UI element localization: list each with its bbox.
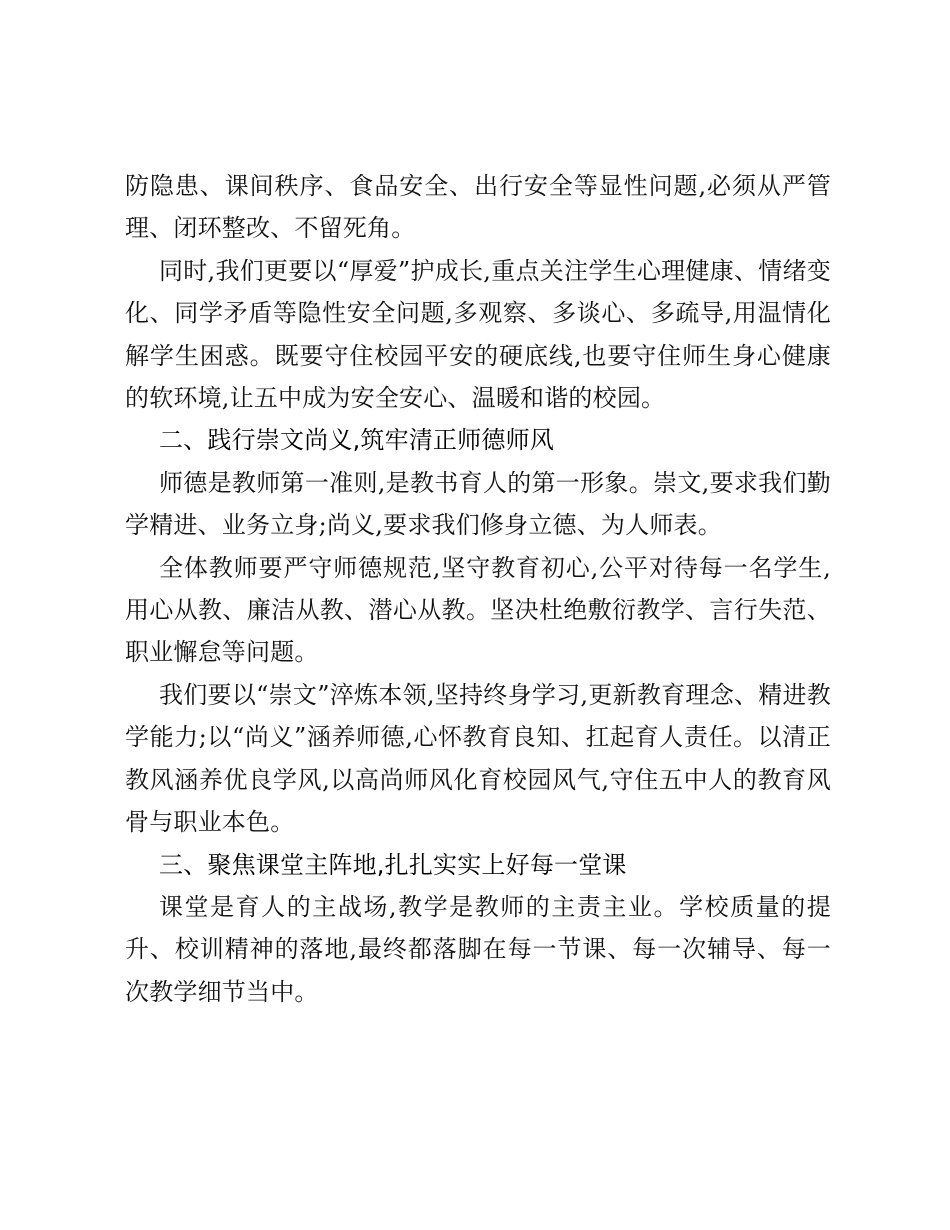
document-body [125, 165, 831, 1013]
paragraph-continuation: 防隐患、课间秩序、食品安全、出行安全等显性问题,必须从严管理、闭环整改、不留死角。 [125, 172, 831, 243]
paragraph-classroom: 课堂是育人的主战场,教学是教师的主责主业。学校质量的提升、校训精神的落地,最终都落脚在每一节课、每一次辅导、每一次教学细节当中。 [125, 892, 831, 1006]
paragraph-ethics-norms: 全体教师要严守师德规范,坚守教育初心,公平对待每一名学生,用心从教、廉洁从教、潜心从教。坚决杜绝敷衍教学、言行失范、职业懈怠等问题。 [125, 553, 831, 667]
section-heading-two: 二、践行崇文尚义,筑牢清正师德师风 [159, 426, 555, 455]
section-heading-three: 三、聚焦课堂主阵地,扎扎实实上好每一堂课 [159, 850, 627, 879]
paragraph-teacher-ethics: 师德是教师第一准则,是教书育人的第一形象。崇文,要求我们勤学精进、业务立身;尚义,要求我们修身立德、为人师表。 [125, 468, 831, 540]
paragraph-chongwen-shangyi: 我们要以“崇文”淬炼本领,坚持终身学习,更新教育理念、精进教学能力;以“尚义”涵养师德,心怀教育良知、扛起育人责任。以清正教风涵养优良学风,以高尚师风化育校园风气,守住五中人的教育风骨与职业本色。 [125, 680, 831, 837]
paragraph-care-growth: 同时,我们更要以“厚爱”护成长,重点关注学生心理健康、情绪变化、同学矛盾等隐性安全问题,多观察、多谈心、多疏导,用温情化解学生困惑。既要守住校园平安的硬底线,也要守住师生身心健康的软环境,让五中成为安全安心、温暖和谐的校园。 [125, 256, 831, 413]
